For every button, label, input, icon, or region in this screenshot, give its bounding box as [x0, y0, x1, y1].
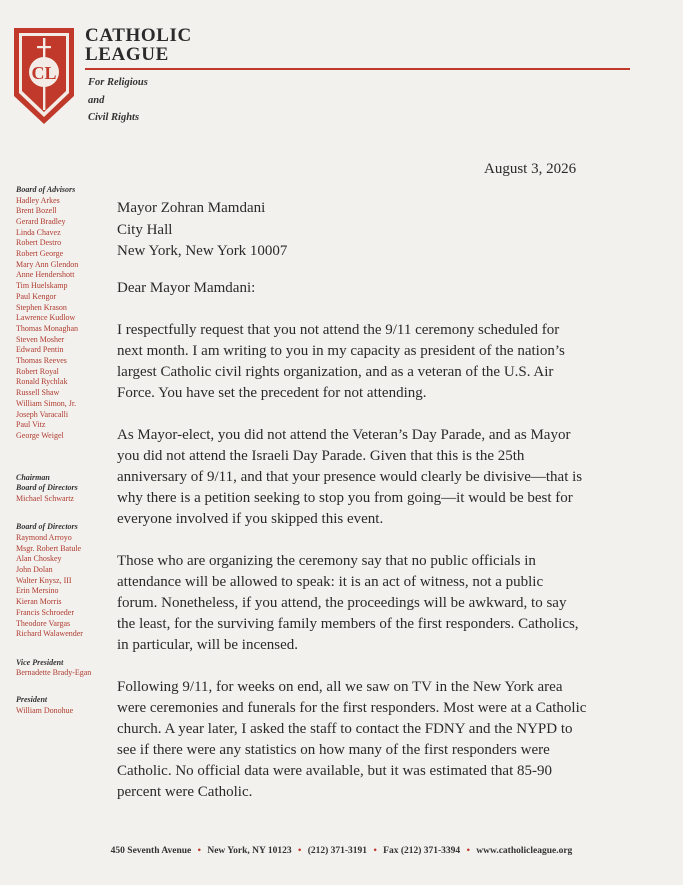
board-sidebar [16, 185, 116, 716]
paragraph-1: I respectfully request that you not attend the 9/11 ceremony scheduled for next month. I am writing to you in my capacity as president of the nation’s largest Catholic civil rights organization, and as a veteran of the U.S. Air Force. You have set the precedent for not attending. [117, 321, 565, 401]
advisor-name: Stephen Krason [16, 302, 67, 312]
organization-name [85, 26, 192, 64]
vice-president-heading: Vice President [16, 657, 64, 667]
advisor-name: Hadley Arkes [16, 195, 60, 205]
footer-address: 450 Seventh Avenue [110, 846, 192, 856]
director-name: Msgr. Robert Batule [16, 543, 82, 553]
director-name: Richard Walawender [16, 629, 83, 639]
footer-city: New York, NY 10123 [207, 846, 292, 856]
directors-group [16, 522, 116, 640]
footer-separator: • [297, 846, 302, 856]
president-heading: President [16, 695, 48, 705]
director-name: Alan Choskey [16, 554, 62, 564]
tagline-line2: and [88, 94, 105, 106]
footer-phone: (212) 371-3191 [307, 846, 368, 856]
advisor-name: Russell Shaw [16, 388, 60, 398]
org-name-line1: CATHOLIC [85, 25, 192, 46]
advisor-name: Anne Hendershott [16, 270, 75, 280]
vice-president-group [16, 658, 116, 679]
president-name: William Donohue [16, 705, 74, 715]
advisor-name: Mary Ann Glendon [16, 259, 79, 269]
letterhead-footer [0, 846, 683, 856]
recipient-address [117, 198, 587, 263]
president-group [16, 695, 116, 716]
tagline-line1: For Religious [88, 77, 148, 88]
director-name: Raymond Arroyo [16, 532, 72, 542]
advisors-heading: Board of Advisors [16, 185, 76, 194]
tagline-line3: Civil Rights [88, 112, 140, 123]
org-name-line2: LEAGUE [85, 44, 169, 65]
footer-website: www.catholicleague.org [476, 846, 573, 856]
footer-separator: • [466, 846, 470, 856]
advisor-name: Robert Destro [16, 238, 62, 248]
director-name: Erin Mersino [16, 586, 59, 596]
advisor-name: Lawrence Kudlow [16, 313, 76, 323]
advisor-name: Linda Chavez [16, 227, 61, 237]
advisor-name: Ronald Rychlak [16, 377, 68, 387]
footer-fax: Fax (212) 371-3394 [383, 846, 461, 856]
advisors-group [16, 185, 116, 442]
letter-body [117, 198, 587, 803]
paragraph-3: Those who are organizing the ceremony say that no public officials in attendance will be allowed to speak: it is an act of witness, not a public forum. Nonetheless, if you attend, the proceedings will be awkward, to say the least, for the surviving family members of the first responders. Catholics, in particular, will be incensed. [117, 552, 579, 653]
footer-separator: • [197, 846, 201, 856]
advisor-name: Tim Huelskamp [16, 281, 68, 291]
director-name: Walter Knysz, III [16, 575, 72, 585]
director-name: Kieran Morris [16, 597, 62, 607]
letter-date: August 3, 2026 [484, 161, 577, 177]
logo-letters: CL [31, 63, 57, 83]
advisor-name: Paul Kengor [16, 291, 57, 301]
advisor-name: Joseph Varacalli [16, 409, 69, 419]
advisor-name: Thomas Monaghan [16, 323, 78, 333]
advisor-name: Robert Royal [16, 366, 59, 376]
recipient-line2: City Hall [117, 221, 173, 238]
advisor-name: George Weigel [16, 430, 64, 440]
advisor-name: Brent Bozell [16, 206, 57, 216]
advisor-name: Gerard Bradley [16, 216, 66, 226]
advisor-name: Robert George [16, 249, 64, 259]
catholic-league-shield-logo [12, 26, 76, 126]
directors-list [16, 533, 116, 640]
header-divider [85, 68, 630, 70]
directors-heading: Board of Directors [16, 522, 78, 532]
paragraph-4: Following 9/11, for weeks on end, all we saw on TV in the New York area were ceremonies and funerals for the first responders. Most were at a Catholic church. A year later, I asked the staff to contact the FDNY and the NYPD to see if there were any statistics on how many of the first responders were Catholic. No official data were available, but it was estimated that 85-90 percent were Catholic. [117, 678, 587, 800]
footer-separator: • [373, 846, 377, 856]
chairman-heading: Chairman [16, 472, 50, 482]
advisor-name: William Simon, Jr. [16, 398, 77, 408]
director-name: Francis Schroeder [16, 607, 74, 617]
organization-tagline [88, 74, 148, 127]
chairman-group [16, 473, 116, 505]
advisor-name: Paul Vitz [16, 420, 46, 430]
salutation: Dear Mayor Mamdani: [117, 279, 256, 296]
recipient-line1: Mayor Zohran Mamdani [117, 200, 266, 216]
advisor-name: Steven Mosher [16, 334, 65, 344]
chairman-name: Michael Schwartz [16, 493, 74, 503]
director-name: John Dolan [16, 564, 53, 574]
recipient-line3: New York, New York 10007 [117, 243, 288, 259]
paragraph-2: As Mayor-elect, you did not attend the Veteran’s Day Parade, and as Mayor you did not attend the Israeli Day Parade. Given that this is the 25th anniversary of 9/11, and that your presence would clearly be divisive—that is why there is a petition seeking to stop you from going—it would be best for everyone involved if you skipped this event. [117, 426, 583, 527]
advisor-name: Thomas Reeves [16, 356, 67, 366]
director-name: Theodore Vargas [16, 618, 71, 628]
advisors-list [16, 196, 116, 442]
chairman-board-heading: Board of Directors [16, 483, 78, 493]
advisor-name: Edward Pentin [16, 345, 64, 355]
vice-president-name: Bernadette Brady-Egan [16, 668, 92, 678]
